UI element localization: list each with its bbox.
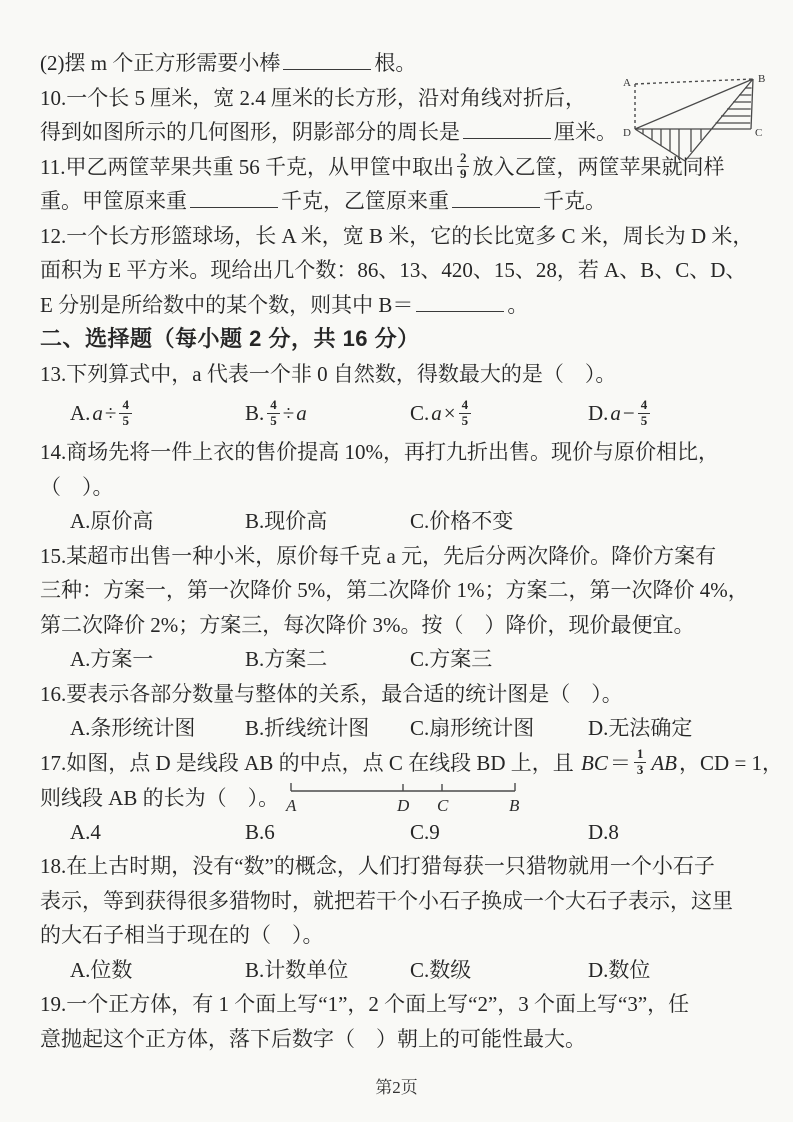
choice-option — [245, 391, 410, 435]
text-run: B.方案二 — [245, 647, 328, 671]
text-run: 15.某超市出售一种小米，原价每千克 a 元，先后分两次降价。降价方案有 — [40, 543, 717, 568]
seg-label-a: A — [286, 796, 297, 815]
choice-option — [588, 815, 767, 850]
choice-option — [70, 391, 245, 435]
text-run: 的大石子相当于现在的（ ）。 — [40, 923, 324, 947]
choice-option — [70, 711, 245, 746]
q12-line1 — [40, 219, 767, 254]
q15-options — [40, 642, 767, 677]
choice-option — [410, 953, 588, 988]
text-run: E 分别是所给数中的某个数，则其中 B＝ — [40, 292, 414, 317]
text-run: 三种：方案一，第一次降价 5%，第二次降价 1%；方案二，第一次降价 4%， — [40, 578, 749, 602]
choice-option — [70, 642, 245, 677]
text-run: ，CD = 1， — [679, 750, 784, 775]
answer-blank — [416, 290, 504, 312]
text-run: （ ）。 — [40, 474, 114, 499]
section-2-header — [40, 322, 767, 357]
seg-label-d: D — [397, 796, 410, 815]
fraction: $\frac{4}{5}$ — [119, 398, 132, 429]
choice-option — [245, 504, 410, 539]
math-variable: a — [92, 401, 103, 425]
fraction: $\frac{4}{5}$ — [459, 398, 472, 429]
text-run: 第二次降价 2%；方案三，每次降价 3%。按（ ）降价，现价最便宜。 — [40, 612, 695, 637]
text-run: ＝ — [609, 750, 631, 775]
answer-blank — [452, 186, 540, 208]
text-run: 千克，乙筐原来重 — [281, 189, 449, 213]
answer-blank — [283, 48, 371, 70]
text-run: 12.一个长方形篮球场，长 A 米，宽 B 米，它的长比宽多 C 米，周长为 D 米， — [40, 223, 754, 248]
text-run: D.8 — [588, 819, 619, 844]
text-run: A.位数 — [70, 957, 133, 982]
text-run: A.原价高 — [70, 509, 154, 533]
choice-option — [410, 711, 588, 746]
math-variable: a — [431, 401, 442, 425]
text-run: 13.下列算式中，a 代表一个非 0 自然数，得数最大的是（ ）。 — [40, 361, 617, 386]
q15-line2 — [40, 573, 767, 608]
text-run: 17.如图，点 D 是线段 AB 的中点，点 C 在线段 BD 上，且 — [40, 750, 580, 775]
segment-ab-figure — [285, 780, 520, 816]
text-run: 根。 — [374, 51, 417, 75]
choice-option — [588, 953, 767, 988]
math-variable: a — [296, 401, 307, 425]
text-run: A.方案一 — [70, 647, 154, 671]
q18-line3 — [40, 918, 767, 953]
q18-line1 — [40, 849, 767, 884]
text-run: B.计数单位 — [245, 957, 349, 982]
rect-label-c: C — [755, 127, 763, 139]
q19-line1 — [40, 987, 767, 1022]
q14-line2 — [40, 470, 767, 505]
q15-line3 — [40, 608, 767, 643]
seg-label-b: B — [509, 796, 520, 815]
fraction: $\frac{2}{9}$ — [457, 151, 470, 182]
text-run: 14.商场先将一件上衣的售价提高 10%，再打九折出售。现价与原价相比， — [40, 440, 719, 464]
choice-option — [410, 815, 588, 850]
q18-options — [40, 953, 767, 988]
q14-options — [40, 504, 767, 539]
choice-option — [588, 711, 767, 746]
choice-option — [245, 815, 410, 850]
text-run: A.条形统计图 — [70, 716, 196, 740]
text-run: 得到如图所示的几何图形，阴影部分的周长是 — [40, 120, 460, 144]
text-run: 表示，等到获得很多猎物时，就把若干个小石子换成一个大石子表示，这里 — [40, 888, 733, 913]
text-run: A. — [70, 401, 91, 425]
answer-blank — [463, 117, 551, 139]
text-run: 16.要表示各部分数量与整体的关系，最合适的统计图是（ ）。 — [40, 681, 623, 706]
q13-options — [40, 391, 767, 435]
text-run: 11.甲乙两筐苹果共重 56 千克，从甲筐中取出 — [40, 154, 454, 179]
text-run: C.扇形统计图 — [410, 716, 535, 740]
text-run: C.方案三 — [410, 647, 493, 671]
rect-label-d: D — [623, 127, 631, 139]
q17-line1 — [40, 746, 784, 781]
text-run: ÷ — [104, 401, 117, 425]
text-run: D.无法确定 — [588, 716, 693, 740]
math-variable: AB — [651, 750, 678, 775]
text-run: 18.在上古时期，没有“数”的概念，人们打猎每获一只猎物就用一个小石子 — [40, 854, 715, 878]
q16-line1 — [40, 677, 767, 712]
math-variable: a — [610, 401, 621, 425]
q17-options — [40, 815, 767, 850]
choice-option — [70, 504, 245, 539]
q15-line1 — [40, 539, 767, 574]
choice-option — [245, 642, 410, 677]
q12-line3 — [40, 288, 767, 323]
text-run: 则线段 AB 的长为（ ）。 — [40, 786, 280, 810]
seg-label-c: C — [437, 796, 449, 815]
text-run: C.价格不变 — [410, 509, 514, 533]
q11-line2 — [40, 184, 767, 219]
text-run: C. — [410, 401, 430, 425]
choice-option — [410, 504, 588, 539]
text-run: A.4 — [70, 819, 101, 844]
folded-rectangle-figure — [621, 68, 777, 176]
q17-line2-text — [40, 786, 279, 810]
fraction: $\frac{1}{3}$ — [634, 747, 647, 778]
text-run: 千克。 — [543, 189, 606, 213]
choice-option — [245, 711, 410, 746]
text-run: ÷ — [282, 401, 295, 425]
text-run: 10.一个长 5 厘米，宽 2.4 厘米的长方形，沿对角线对折后， — [40, 85, 586, 110]
q14-line1 — [40, 435, 767, 470]
math-variable: BC — [581, 750, 608, 775]
q16-options — [40, 711, 767, 746]
fraction: $\frac{4}{5}$ — [267, 398, 280, 429]
rect-label-b: B — [758, 73, 766, 85]
text-run: B. — [245, 401, 265, 425]
answer-blank — [190, 186, 278, 208]
text-run: 面积为 E 平方米。现给出几个数：86、13、420、15、28，若 A、B、C、D、 — [40, 258, 747, 282]
choice-option — [70, 953, 245, 988]
section-2-title: 二、选择题（每小题 2 分，共 16 分） — [40, 326, 420, 351]
choice-option — [588, 391, 767, 435]
text-run: − — [622, 401, 635, 425]
text-run: 19.一个正方体，有 1 个面上写“1”，2 个面上写“2”，3 个面上写“3”，任 — [40, 992, 690, 1016]
rect-label-a: A — [623, 77, 631, 89]
q19-line2 — [40, 1022, 767, 1057]
q18-line2 — [40, 884, 767, 919]
text-run: 。 — [507, 292, 529, 317]
text-run: D. — [588, 401, 609, 425]
q13-line1 — [40, 357, 767, 392]
choice-option — [410, 391, 588, 435]
text-run: × — [443, 401, 456, 425]
text-run: C.数级 — [410, 957, 472, 982]
fraction: $\frac{4}{5}$ — [638, 398, 651, 429]
choice-option — [70, 815, 245, 850]
text-run: 厘米。 — [554, 120, 617, 144]
page-number: 第2页 — [375, 1078, 418, 1097]
choice-option — [410, 642, 588, 677]
text-run: C.9 — [410, 819, 440, 844]
text-run: B.现价高 — [245, 509, 328, 533]
text-run: 放入乙筐，两筐苹果就同样 — [472, 154, 725, 179]
text-run: 重。甲筐原来重 — [40, 189, 187, 213]
text-run: D.数位 — [588, 957, 651, 982]
text-run: (2)摆 m 个正方形需要小棒 — [40, 51, 281, 75]
text-run: 意抛起这个正方体，落下后数字（ ）朝上的可能性最大。 — [40, 1026, 586, 1051]
q12-line2 — [40, 253, 767, 288]
text-run: B.折线统计图 — [245, 716, 370, 740]
choice-option — [245, 953, 410, 988]
text-run: B.6 — [245, 819, 275, 844]
q17-line2 — [40, 780, 767, 815]
